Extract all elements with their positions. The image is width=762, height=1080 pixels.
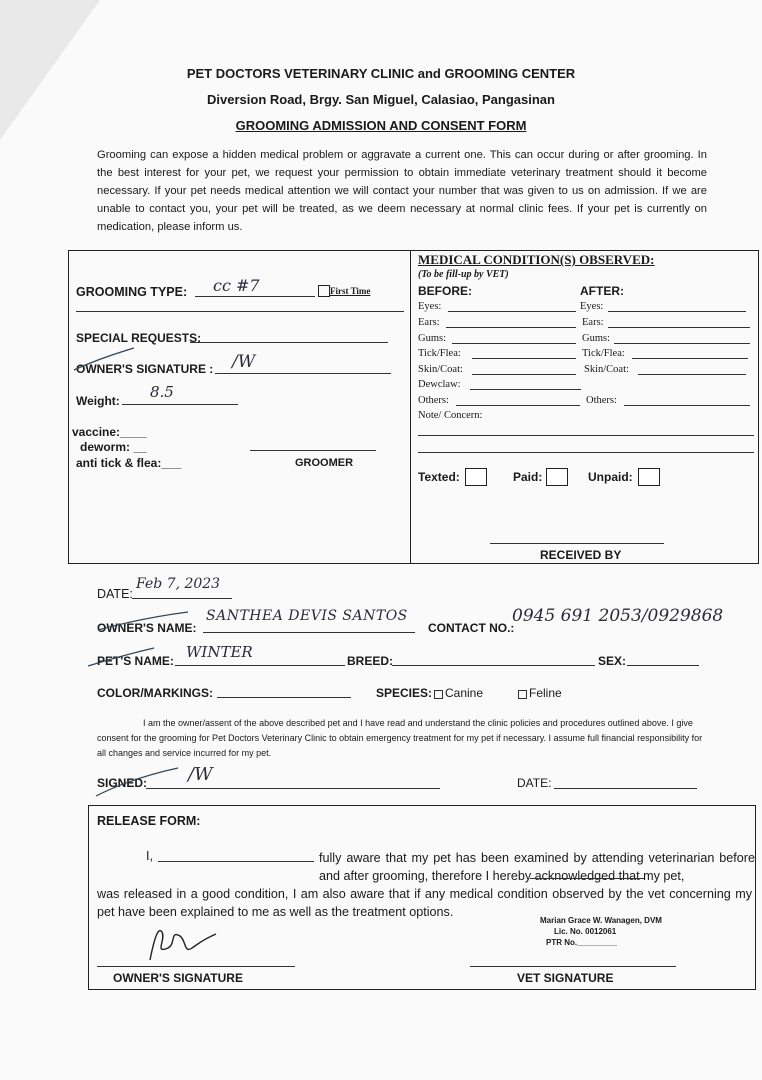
canine-checkbox[interactable]: [434, 690, 443, 699]
antitick-label: anti tick & flea:___: [76, 456, 182, 470]
color-markings-label: COLOR/MARKINGS:: [97, 686, 213, 700]
owner-name-label: OWNER'S NAME:: [97, 621, 197, 635]
pet-name-line[interactable]: [175, 665, 345, 666]
after-eyes-line[interactable]: [608, 311, 746, 312]
before-label: BEFORE:: [418, 284, 472, 298]
before-others-line[interactable]: [456, 405, 580, 406]
before-ears-label: Ears:: [418, 317, 440, 328]
paid-label: Paid:: [513, 470, 543, 484]
received-by-line[interactable]: [490, 543, 664, 544]
grooming-type-extra-line: [76, 311, 404, 312]
form-title: GROOMING ADMISSION AND CONSENT FORM: [235, 118, 527, 133]
signed-label: SIGNED:: [97, 776, 148, 790]
date2-line[interactable]: [554, 788, 697, 789]
groomer-line[interactable]: [250, 450, 376, 451]
first-time-checkbox[interactable]: [318, 285, 330, 297]
signed-line[interactable]: [146, 788, 440, 789]
date-value: Feb 7, 2023: [136, 576, 221, 592]
owner-name-line[interactable]: [203, 632, 415, 633]
weight-label: Weight:: [76, 394, 120, 408]
received-by-label: RECEIVED BY: [540, 548, 622, 562]
pet-name-value: WINTER: [186, 643, 253, 661]
special-requests-line[interactable]: [190, 342, 388, 343]
groomer-label: GROOMER: [295, 457, 354, 469]
after-eyes-label: Eyes:: [580, 301, 604, 312]
sex-line[interactable]: [627, 665, 699, 666]
intro-paragraph: Grooming can expose a hidden medical problem or aggravate a current one. This can occur during or after grooming. In the best interest for your pet, we request your permission to obtain immediate veterinary treatment should it become necessary. If your pet needs medical attention we will contact your number that was given to us on admission. If we are unable to contact you, your pet will be treated, as we deem necessary at normal clinic fees. If your pet is currently on medication, please inform us.: [97, 149, 707, 233]
before-skincoat-label: Skin/Coat:: [418, 364, 463, 375]
species-label: SPECIES:: [376, 686, 433, 700]
breed-line[interactable]: [392, 665, 595, 666]
before-dewclaw-line[interactable]: [470, 389, 581, 390]
paid-checkbox[interactable]: [546, 468, 568, 486]
texted-checkbox[interactable]: [465, 468, 487, 486]
after-others-label: Others:: [586, 395, 617, 406]
grooming-type-line[interactable]: [195, 296, 315, 297]
first-time-label: First Time: [330, 286, 371, 296]
unpaid-label: Unpaid:: [588, 470, 633, 484]
after-label: AFTER:: [580, 284, 624, 298]
consent-paragraph: I am the owner/assent of the above described pet and I have read and understand the clinic policies and procedures outlined above. I give consent for the grooming for Pet Doctors Veterinary Clinic to obtain emergency treatment for my pet if necessary. I assume full financial responsibility for all changes and service incurred for my pet.: [97, 718, 703, 758]
owner-name-value: SANTHEA DEVIS SANTOS: [206, 608, 408, 624]
pen-stroke-mark: [70, 344, 140, 374]
release-title: RELEASE FORM:: [97, 814, 201, 828]
release-vet-label: VET SIGNATURE: [517, 971, 614, 985]
vet-name: Marian Grace W. Wanagen, DVM: [540, 916, 662, 925]
note-line-2[interactable]: [418, 452, 754, 453]
vet-lic: Lic. No. 0012061: [554, 927, 617, 936]
after-gums-label: Gums:: [582, 333, 611, 344]
color-markings-line[interactable]: [217, 697, 351, 698]
vet-ptr: PTR No._________: [546, 938, 618, 947]
release-text-part1: fully aware that my pet has been examined by attending veterinarian before and after grooming, therefore I hereby acknowledged that my pet,: [319, 851, 755, 883]
owner-signature-mark: /W: [232, 352, 256, 372]
before-gums-label: Gums:: [418, 333, 447, 344]
special-requests-label: SPECIAL REQUESTS:: [76, 331, 202, 345]
after-ears-label: Ears:: [582, 317, 604, 328]
weight-value: 8.5: [150, 383, 174, 401]
release-text-part2: was released in a good condition, I am also aware that if any medical condition observed by the vet concerning my pet have been explained to me as well as the treatment options.: [97, 887, 752, 919]
grooming-type-label: GROOMING TYPE:: [76, 285, 188, 299]
owner-signature-scribble: [140, 920, 220, 966]
note-concern-label: Note/ Concern:: [418, 410, 483, 421]
vaccine-label: vaccine:____: [72, 425, 147, 439]
medical-title: MEDICAL CONDITION(S) OBSERVED:: [418, 252, 655, 267]
contact-label: CONTACT NO.:: [428, 621, 515, 635]
sex-label: SEX:: [598, 654, 627, 668]
pen-stroke-signed: [92, 764, 182, 800]
after-gums-line[interactable]: [614, 343, 750, 344]
clinic-name: PET DOCTORS VETERINARY CLINIC and GROOMING CENTER: [186, 66, 576, 81]
feline-checkbox[interactable]: [518, 690, 527, 699]
release-name-line[interactable]: [158, 861, 314, 862]
owner-signature-label: OWNER'S SIGNATURE :: [76, 362, 214, 376]
release-pet-line[interactable]: [530, 878, 644, 879]
release-i: I,: [146, 849, 153, 863]
signed-mark: /W: [188, 764, 213, 785]
unpaid-checkbox[interactable]: [638, 468, 660, 486]
column-divider: [410, 250, 411, 563]
medical-subtitle: (To be fill-up by VET): [418, 269, 509, 280]
before-dewclaw-label: Dewclaw:: [418, 379, 461, 390]
clinic-address: Diversion Road, Brgy. San Miguel, Calasiao, Pangasinan: [207, 92, 555, 107]
after-ears-line[interactable]: [608, 327, 750, 328]
before-eyes-label: Eyes:: [418, 301, 442, 312]
before-tickflea-line[interactable]: [472, 358, 576, 359]
feline-label: Feline: [529, 686, 562, 700]
vet-stamp: [540, 915, 662, 948]
before-ears-line[interactable]: [446, 327, 576, 328]
weight-line[interactable]: [122, 404, 238, 405]
release-vet-line[interactable]: [470, 966, 676, 967]
texted-label: Texted:: [418, 470, 460, 484]
contact-value: 0945 691 2053/0929868: [512, 606, 724, 626]
deworm-label: deworm: __: [80, 440, 147, 454]
after-tickflea-line[interactable]: [632, 358, 748, 359]
after-tickflea-label: Tick/Flea:: [582, 348, 625, 359]
release-owner-label: OWNER'S SIGNATURE: [113, 971, 243, 985]
before-skincoat-line[interactable]: [472, 374, 576, 375]
note-line-1[interactable]: [418, 435, 754, 436]
after-skincoat-line[interactable]: [638, 374, 746, 375]
pen-stroke-owner: [92, 610, 192, 640]
date2-label: DATE:: [517, 776, 552, 790]
breed-label: BREED:: [347, 654, 394, 668]
before-others-label: Others:: [418, 395, 449, 406]
pet-name-label: PET'S NAME:: [97, 654, 174, 668]
before-tickflea-label: Tick/Flea:: [418, 348, 461, 359]
after-skincoat-label: Skin/Coat:: [584, 364, 629, 375]
release-owner-line[interactable]: [97, 966, 295, 967]
pen-stroke-pet: [86, 646, 156, 670]
before-eyes-line[interactable]: [448, 311, 576, 312]
canine-label: Canine: [445, 686, 484, 700]
owner-signature-line[interactable]: [215, 373, 391, 374]
grooming-type-value: cc #7: [213, 276, 260, 295]
date-label: DATE:: [97, 587, 133, 601]
after-others-line[interactable]: [624, 405, 750, 406]
before-gums-line[interactable]: [452, 343, 576, 344]
date-line[interactable]: [132, 598, 232, 599]
